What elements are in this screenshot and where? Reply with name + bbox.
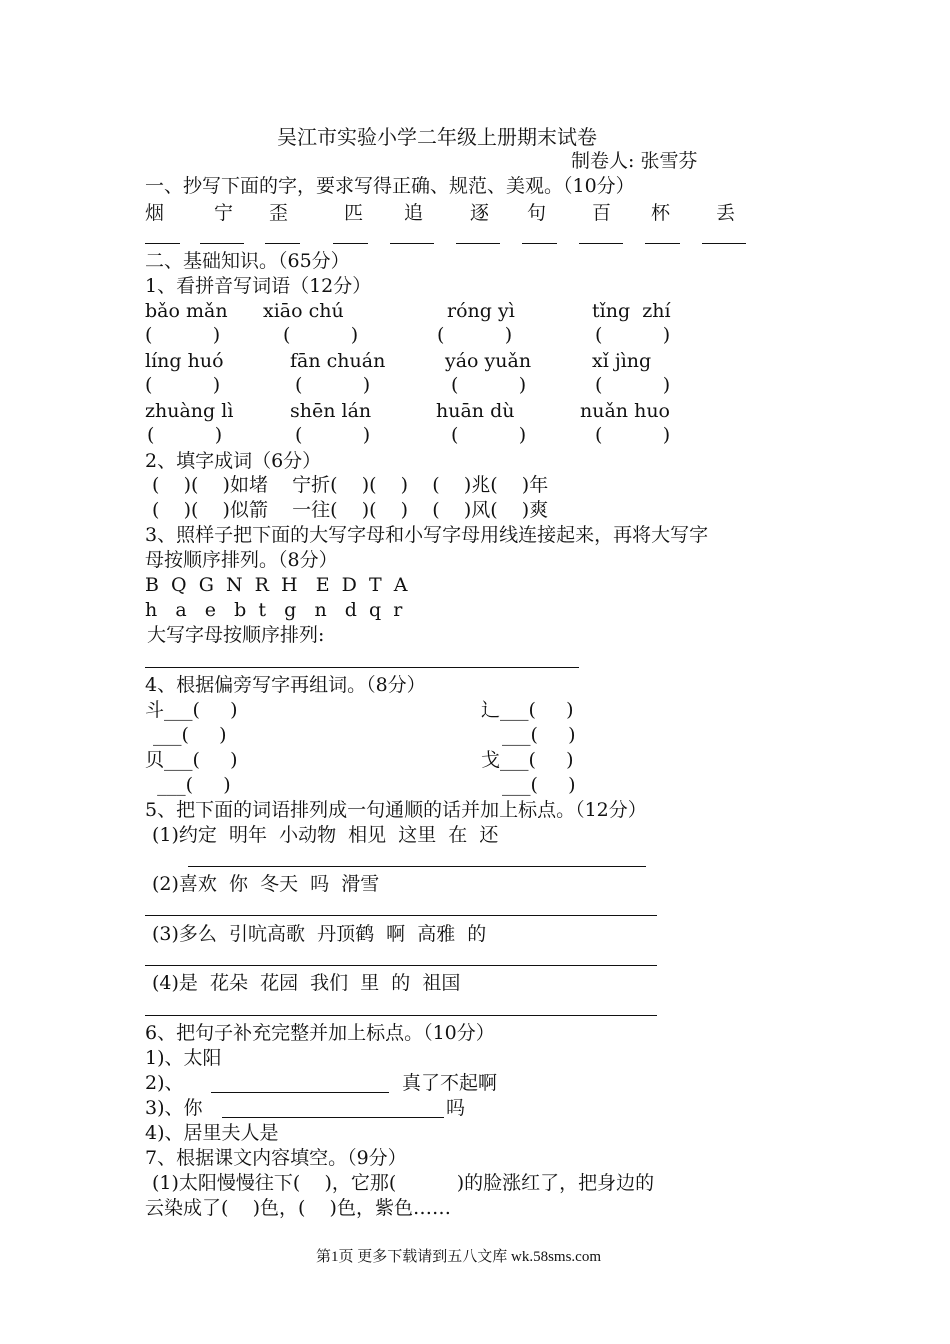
copy-char: 丢: [716, 202, 736, 224]
copy-char: 杯: [651, 202, 671, 224]
answer-bracket[interactable]: ( ): [451, 424, 527, 446]
section2-heading: 二、基础知识。（65分）: [145, 250, 350, 272]
q5-item: (2)喜欢 你 冬天 吗 滑雪: [152, 873, 380, 895]
answer-line[interactable]: [522, 243, 557, 244]
copy-char: 百: [592, 202, 612, 224]
copy-char: 歪: [269, 202, 289, 224]
answer-bracket[interactable]: ( ): [437, 324, 513, 346]
radical-item[interactable]: ___( ): [145, 774, 231, 796]
answer-bracket[interactable]: ( ): [451, 374, 527, 396]
pinyin: tǐng zhí: [592, 300, 671, 322]
answer-bracket[interactable]: ( ): [283, 324, 359, 346]
q6-item-suffix: 吗: [446, 1097, 466, 1119]
q6-item-prefix: 3)、你: [145, 1097, 203, 1119]
copy-char: 句: [527, 202, 547, 224]
radical-item[interactable]: ___( ): [147, 724, 227, 746]
copy-char: 追: [404, 202, 424, 224]
pinyin: bǎo mǎn: [145, 300, 228, 322]
q5-answer-line[interactable]: [145, 965, 657, 966]
q5-item: (1)约定 明年 小动物 相见 这里 在 还: [152, 824, 499, 846]
copy-char: 匹: [344, 202, 364, 224]
section1-heading: 一、抄写下面的字，要求写得正确、规范、美观。（10分）: [145, 175, 635, 197]
radical-item[interactable]: 辶___( ): [481, 699, 574, 721]
pinyin: huān dù: [436, 400, 515, 422]
q5-answer-line[interactable]: [145, 915, 657, 916]
q5-item: (3)多么 引吭高歌 丹顶鹤 啊 高雅 的: [152, 923, 487, 945]
copy-char: 宁: [214, 202, 234, 224]
answer-line[interactable]: [145, 243, 180, 244]
radical-item[interactable]: ___( ): [502, 724, 576, 746]
lowercase-letters: h a e b t g n d q r: [145, 599, 403, 621]
pinyin: nuǎn huo: [580, 400, 670, 422]
answer-line[interactable]: [200, 243, 244, 244]
answer-line[interactable]: [645, 243, 680, 244]
uppercase-letters: B Q G N R H E D T A: [145, 574, 408, 596]
q6-item-prefix: 4)、居里夫人是: [145, 1122, 279, 1144]
order-answer-line[interactable]: [145, 667, 579, 668]
pinyin: xiāo chú: [263, 300, 344, 322]
answer-bracket[interactable]: ( ): [145, 324, 221, 346]
answer-bracket[interactable]: ( ): [295, 374, 371, 396]
answer-bracket[interactable]: ( ): [595, 324, 671, 346]
q5-heading: 5、把下面的词语排列成一句通顺的话并加上标点。（12分）: [145, 799, 647, 821]
q5-item: (4)是 花朵 花园 我们 里 的 祖国: [152, 972, 461, 994]
q5-answer-line[interactable]: [145, 1015, 657, 1016]
q2-heading: 2、填字成词（6分）: [145, 450, 322, 472]
pinyin: shēn lán: [290, 400, 372, 422]
q3-heading-line2: 母按顺序排列。（8分）: [145, 549, 338, 571]
exam-title: 吴江市实验小学二年级上册期末试卷: [277, 125, 597, 149]
answer-bracket[interactable]: ( ): [595, 374, 671, 396]
answer-line[interactable]: [456, 243, 500, 244]
radical-item[interactable]: ___( ): [502, 774, 576, 796]
q7-heading: 7、根据课文内容填空。（9分）: [145, 1147, 407, 1169]
q6-item-prefix: 1)、太阳: [145, 1047, 222, 1069]
q6-blank[interactable]: [222, 1117, 444, 1118]
q7-line2[interactable]: 云染成了( )色，( )色，紫色……: [145, 1197, 451, 1219]
radical-item[interactable]: 贝___( ): [145, 749, 238, 771]
pinyin: yáo yuǎn: [445, 350, 532, 372]
q6-blank[interactable]: [211, 1092, 389, 1093]
answer-bracket[interactable]: ( ): [147, 424, 223, 446]
answer-line[interactable]: [579, 243, 623, 244]
answer-bracket[interactable]: ( ): [595, 424, 671, 446]
pinyin: líng huó: [145, 350, 224, 372]
radical-item[interactable]: 斗___( ): [145, 699, 238, 721]
answer-line[interactable]: [265, 243, 300, 244]
q6-item-suffix: 真了不起啊: [402, 1072, 498, 1094]
q6-item-prefix: 2)、: [145, 1072, 184, 1094]
q5-answer-line[interactable]: [188, 866, 646, 867]
q1-heading: 1、看拼音写词语（12分）: [145, 275, 372, 297]
pinyin: róng yì: [447, 300, 515, 322]
q3-heading-line1: 3、照样子把下面的大写字母和小写字母用线连接起来，再将大写字: [145, 524, 709, 546]
copy-char: 烟: [145, 202, 165, 224]
order-label: 大写字母按顺序排列:: [147, 624, 325, 646]
q2-line2[interactable]: ( )( )似箭 一往( )( ) ( )风( )爽: [152, 499, 549, 521]
page-footer: 第1页 更多下载请到五八文库 wk.58sms.com: [316, 1249, 602, 1265]
pinyin: fān chuán: [290, 350, 386, 372]
q6-heading: 6、把句子补充完整并加上标点。（10分）: [145, 1022, 495, 1044]
q7-line1[interactable]: (1)太阳慢慢往下( )，它那( )的脸涨红了，把身边的: [152, 1172, 655, 1194]
answer-bracket[interactable]: ( ): [295, 424, 371, 446]
answer-bracket[interactable]: ( ): [145, 374, 221, 396]
answer-line[interactable]: [390, 243, 434, 244]
exam-author: 制卷人: 张雪芬: [571, 150, 698, 172]
q4-heading: 4、根据偏旁写字再组词。（8分）: [145, 674, 426, 696]
copy-char: 逐: [470, 202, 490, 224]
pinyin: zhuàng lì: [145, 400, 234, 422]
q2-line1[interactable]: ( )( )如堵 宁折( )( ) ( )兆( )年: [152, 474, 549, 496]
answer-line[interactable]: [702, 243, 746, 244]
radical-item[interactable]: 戈___( ): [481, 749, 574, 771]
answer-line[interactable]: [333, 243, 368, 244]
pinyin: xǐ jìng: [592, 350, 652, 372]
